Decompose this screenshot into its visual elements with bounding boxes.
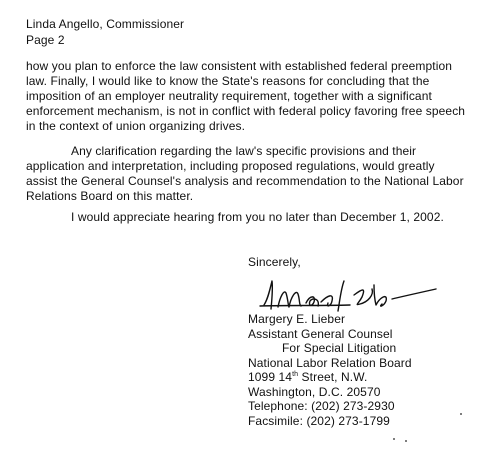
street-address bbox=[248, 370, 412, 385]
paragraph-1-line: how you plan to enforce the law consistent with established federal preemption bbox=[26, 59, 453, 73]
scan-speck bbox=[460, 413, 462, 415]
signature-scribble-icon bbox=[258, 275, 448, 317]
paragraph-2-line: Any clarification regarding the law's specific provisions and their bbox=[71, 144, 417, 158]
page-number: Page 2 bbox=[26, 33, 65, 47]
signer-title: Assistant General Counsel bbox=[248, 326, 393, 341]
street-ordinal: th bbox=[292, 371, 299, 378]
deadline-sentence: I would appreciate hearing from you no later than December 1, 2002. bbox=[71, 210, 444, 224]
facsimile-line: Facsimile: (202) 273-1799 bbox=[248, 413, 390, 428]
paragraph-2 bbox=[26, 144, 491, 204]
paragraph-1-line: in the context of union organizing drives. bbox=[26, 119, 245, 133]
agency-name: National Labor Relation Board bbox=[248, 355, 412, 370]
signature-block bbox=[248, 312, 412, 428]
paragraph-1-line: law. Finally, I would like to know the State's reasons for concluding that the bbox=[26, 74, 430, 88]
handwritten-signature bbox=[258, 275, 448, 317]
paragraph-1-line: enforcement mechanism, is not in conflict with federal policy favoring free speech bbox=[26, 104, 466, 118]
paragraph-1-line: imposition of an employer neutrality requirement, together with a significant bbox=[26, 89, 432, 103]
scan-speck bbox=[393, 438, 395, 440]
paragraph-2-line: assist the General Counsel's analysis and recommendation to the National Labor bbox=[26, 174, 464, 188]
letter-header bbox=[26, 16, 184, 48]
recipient-line: Linda Angello, Commissioner bbox=[26, 17, 185, 31]
street-number: 1099 14 bbox=[248, 370, 293, 384]
paragraph-2-line: Relations Board on this matter. bbox=[26, 189, 194, 203]
scan-speck bbox=[405, 440, 407, 442]
paragraph-1 bbox=[26, 59, 491, 134]
signer-name: Margery E. Lieber bbox=[248, 312, 346, 326]
paragraph-2-line: application and interpretation, including proposed regulations, would greatly bbox=[26, 159, 435, 173]
street-name: Street, N.W. bbox=[298, 370, 368, 384]
closing-salutation: Sincerely, bbox=[248, 255, 301, 269]
city-line: Washington, D.C. 20570 bbox=[248, 384, 381, 399]
signer-subtitle: For Special Litigation bbox=[282, 341, 397, 355]
telephone-line: Telephone: (202) 273-2930 bbox=[248, 399, 395, 413]
